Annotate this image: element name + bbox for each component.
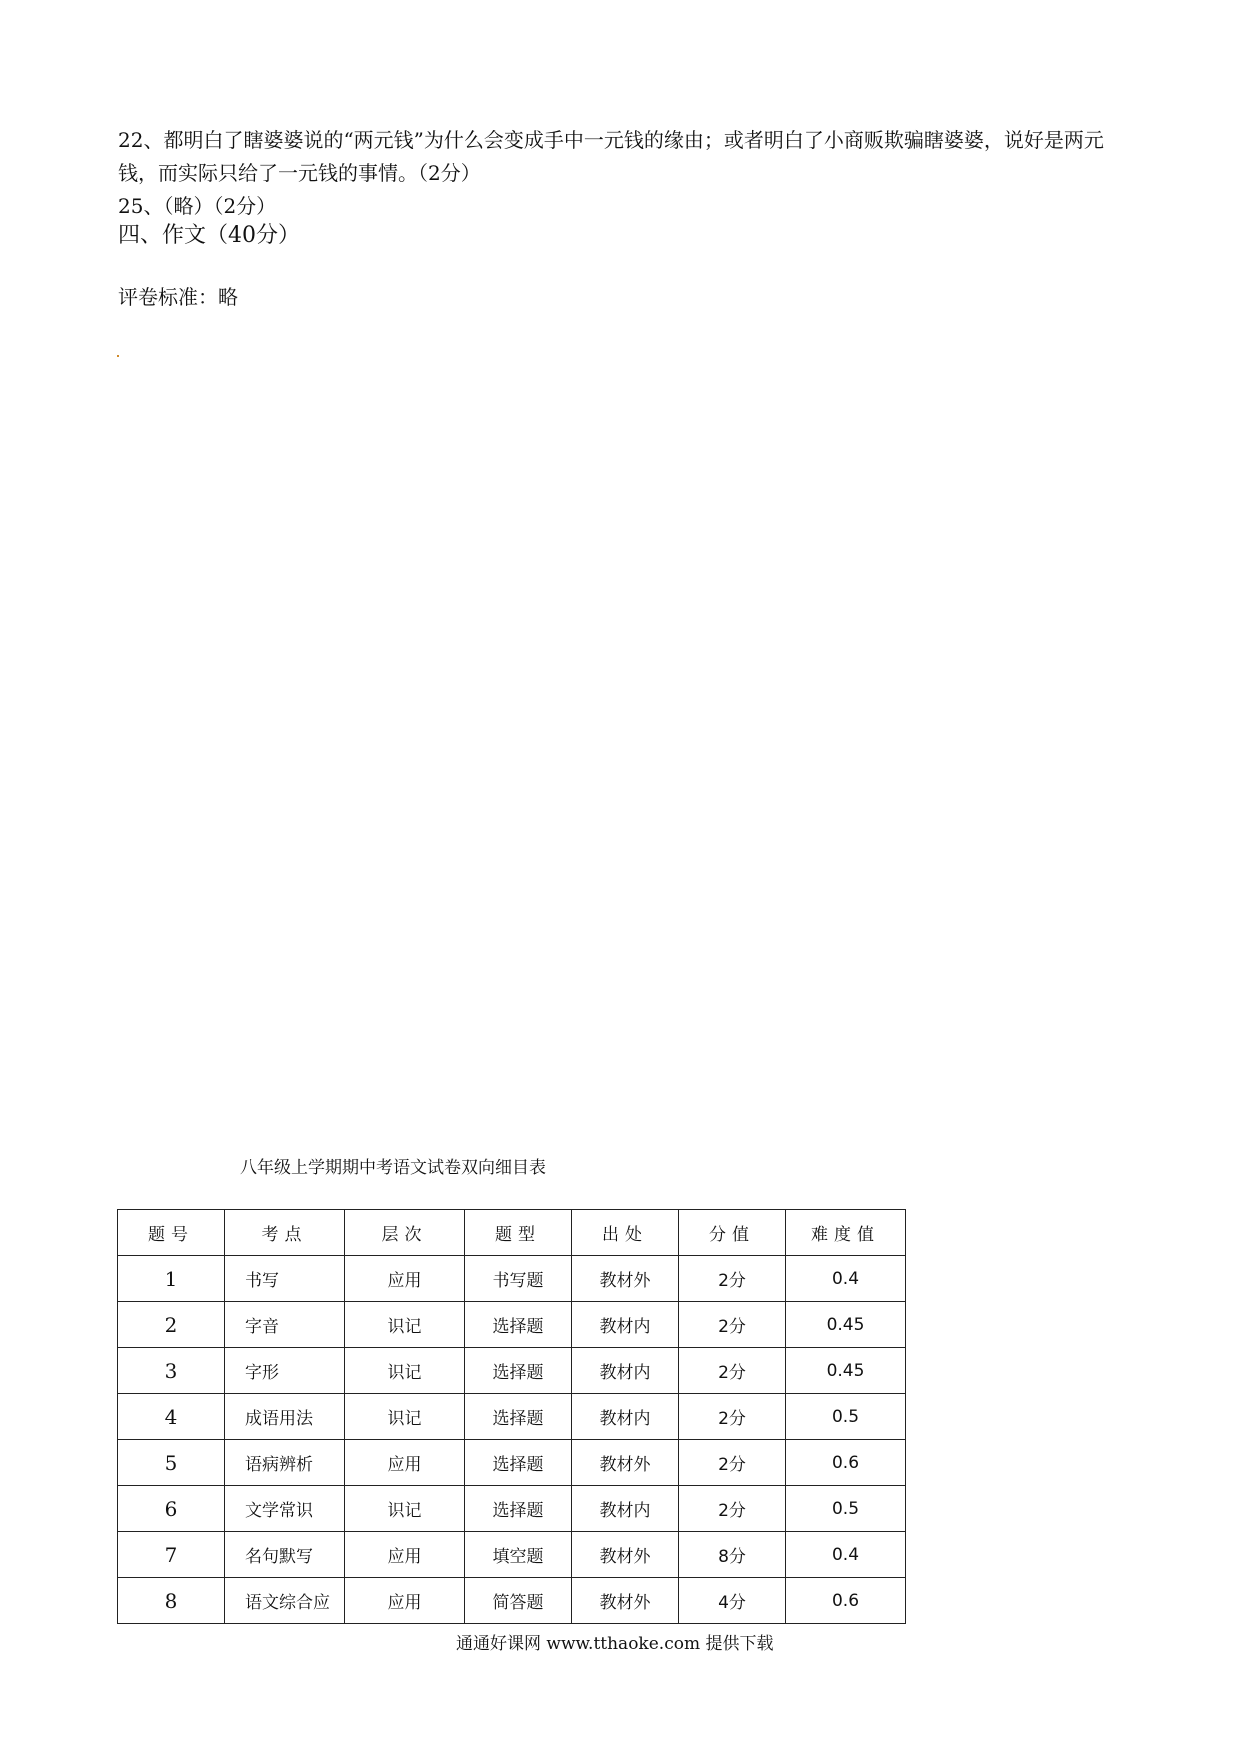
header-question-no: 题号 <box>118 1210 225 1256</box>
cell-source: 教材外 <box>572 1440 679 1486</box>
table-header-row <box>118 1210 906 1256</box>
cell-score: 2分 <box>679 1256 786 1302</box>
cell-source: 教材内 <box>572 1394 679 1440</box>
table-title: 八年级上学期期中考语文试卷双向细目表 <box>240 1158 546 1178</box>
cell-question-type: 选择题 <box>465 1394 572 1440</box>
cell-difficulty: 0.45 <box>786 1348 906 1394</box>
cell-question-type: 填空题 <box>465 1532 572 1578</box>
cell-level: 识记 <box>345 1394 465 1440</box>
header-difficulty: 难度值 <box>786 1210 906 1256</box>
cell-question-type: 选择题 <box>465 1302 572 1348</box>
cell-level: 应用 <box>345 1532 465 1578</box>
cell-question-no: 3 <box>118 1348 225 1394</box>
cell-test-point: 书写 <box>225 1256 345 1302</box>
table-row <box>118 1486 906 1532</box>
table-row <box>118 1394 906 1440</box>
cell-source: 教材内 <box>572 1486 679 1532</box>
cell-difficulty: 0.4 <box>786 1532 906 1578</box>
header-question-type: 题型 <box>465 1210 572 1256</box>
table-row <box>118 1578 906 1624</box>
cell-question-type: 简答题 <box>465 1578 572 1624</box>
cell-level: 识记 <box>345 1486 465 1532</box>
cell-score: 4分 <box>679 1578 786 1624</box>
cell-level: 识记 <box>345 1348 465 1394</box>
cell-score: 2分 <box>679 1486 786 1532</box>
cell-question-no: 2 <box>118 1302 225 1348</box>
cell-question-type: 选择题 <box>465 1486 572 1532</box>
cell-test-point: 语文综合应 <box>225 1578 345 1624</box>
cell-question-no: 8 <box>118 1578 225 1624</box>
table-row <box>118 1440 906 1486</box>
answer-22: 22、都明白了瞎婆婆说的“两元钱”为什么会变成手中一元钱的缘由；或者明白了小商贩欺骗瞎婆婆，说好是两元钱，而实际只给了一元钱的事情。（2分） <box>118 128 1104 185</box>
cell-question-no: 1 <box>118 1256 225 1302</box>
cell-difficulty: 0.4 <box>786 1256 906 1302</box>
answer-25: 25、（略）（2分） <box>118 194 277 218</box>
cell-question-type: 书写题 <box>465 1256 572 1302</box>
cell-test-point: 文学常识 <box>225 1486 345 1532</box>
header-score: 分值 <box>679 1210 786 1256</box>
cell-source: 教材外 <box>572 1532 679 1578</box>
specification-table <box>117 1209 906 1624</box>
cell-question-no: 5 <box>118 1440 225 1486</box>
cell-source: 教材内 <box>572 1302 679 1348</box>
grading-standard: 评卷标准：略 <box>118 285 238 309</box>
cell-source: 教材外 <box>572 1578 679 1624</box>
cell-level: 应用 <box>345 1578 465 1624</box>
cell-test-point: 字形 <box>225 1348 345 1394</box>
header-level: 层次 <box>345 1210 465 1256</box>
header-test-point: 考点 <box>225 1210 345 1256</box>
cell-score: 8分 <box>679 1532 786 1578</box>
cell-test-point: 成语用法 <box>225 1394 345 1440</box>
table-row <box>118 1532 906 1578</box>
header-source: 出处 <box>572 1210 679 1256</box>
cell-question-type: 选择题 <box>465 1348 572 1394</box>
table-row <box>118 1348 906 1394</box>
stray-mark <box>117 355 119 357</box>
cell-difficulty: 0.6 <box>786 1440 906 1486</box>
cell-test-point: 字音 <box>225 1302 345 1348</box>
cell-level: 识记 <box>345 1302 465 1348</box>
cell-score: 2分 <box>679 1394 786 1440</box>
cell-source: 教材内 <box>572 1348 679 1394</box>
cell-question-no: 7 <box>118 1532 225 1578</box>
cell-difficulty: 0.6 <box>786 1578 906 1624</box>
cell-difficulty: 0.5 <box>786 1394 906 1440</box>
cell-score: 2分 <box>679 1440 786 1486</box>
cell-difficulty: 0.5 <box>786 1486 906 1532</box>
cell-level: 应用 <box>345 1440 465 1486</box>
section-heading-composition: 四、作文（40分） <box>118 223 300 248</box>
cell-test-point: 语病辨析 <box>225 1440 345 1486</box>
footer-source: 通通好课网 www.tthaoke.com 提供下载 <box>456 1634 774 1654</box>
cell-source: 教材外 <box>572 1256 679 1302</box>
cell-test-point: 名句默写 <box>225 1532 345 1578</box>
cell-question-type: 选择题 <box>465 1440 572 1486</box>
table-row <box>118 1256 906 1302</box>
cell-level: 应用 <box>345 1256 465 1302</box>
cell-difficulty: 0.45 <box>786 1302 906 1348</box>
cell-score: 2分 <box>679 1348 786 1394</box>
cell-score: 2分 <box>679 1302 786 1348</box>
cell-question-no: 4 <box>118 1394 225 1440</box>
cell-question-no: 6 <box>118 1486 225 1532</box>
table-row <box>118 1302 906 1348</box>
